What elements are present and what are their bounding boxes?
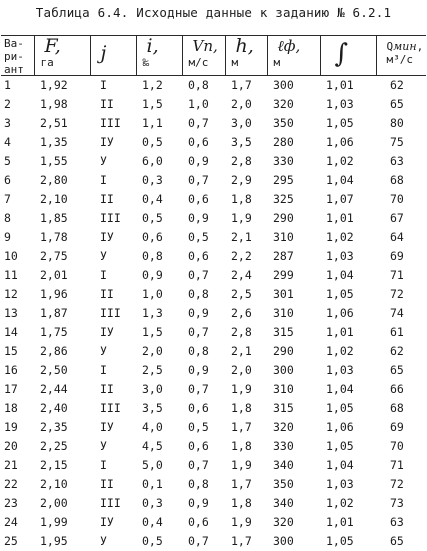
cell-length: 320 xyxy=(267,418,320,437)
table-row xyxy=(1,247,426,266)
header-velocity-unit: м/с xyxy=(183,56,225,69)
cell-j: II xyxy=(90,95,136,114)
table-row xyxy=(1,494,426,513)
header-variant-line: ант xyxy=(1,62,34,75)
cell-slope: 3,5 xyxy=(136,399,182,418)
cell-q-min: 62 xyxy=(376,342,426,361)
cell-q-min: 65 xyxy=(376,532,426,551)
header-height-unit: м xyxy=(226,56,267,69)
cell-integral: 1,05 xyxy=(320,532,376,551)
cell-q-min: 61 xyxy=(376,323,426,342)
cell-integral: 1,05 xyxy=(320,114,376,133)
cell-q-min: 71 xyxy=(376,456,426,475)
cell-height: 1,9 xyxy=(225,209,267,228)
cell-q-min: 63 xyxy=(376,152,426,171)
cell-height: 1,9 xyxy=(225,513,267,532)
cell-variant: 21 xyxy=(1,456,34,475)
table-row xyxy=(1,437,426,456)
cell-integral: 1,04 xyxy=(320,380,376,399)
cell-height: 3,5 xyxy=(225,133,267,152)
cell-q-min: 62 xyxy=(376,76,426,96)
cell-height: 1,7 xyxy=(225,532,267,551)
table-row xyxy=(1,399,426,418)
cell-velocity: 0,6 xyxy=(182,190,225,209)
cell-integral: 1,06 xyxy=(320,418,376,437)
cell-velocity: 0,7 xyxy=(182,266,225,285)
cell-velocity: 0,6 xyxy=(182,133,225,152)
cell-length: 290 xyxy=(267,342,320,361)
cell-variant: 8 xyxy=(1,209,34,228)
cell-integral: 1,03 xyxy=(320,95,376,114)
cell-q-min: 72 xyxy=(376,475,426,494)
cell-q-min: 68 xyxy=(376,171,426,190)
cell-variant: 11 xyxy=(1,266,34,285)
cell-q-min: 74 xyxy=(376,304,426,323)
cell-j: III xyxy=(90,494,136,513)
cell-q-min: 73 xyxy=(376,494,426,513)
cell-velocity: 0,7 xyxy=(182,532,225,551)
cell-velocity: 0,8 xyxy=(182,76,225,96)
cell-q-min: 69 xyxy=(376,247,426,266)
table-header-row xyxy=(1,36,426,76)
cell-q-min: 64 xyxy=(376,228,426,247)
cell-length: 330 xyxy=(267,437,320,456)
cell-velocity: 0,6 xyxy=(182,399,225,418)
cell-slope: 0,9 xyxy=(136,266,182,285)
cell-area: 1,98 xyxy=(34,95,90,114)
cell-slope: 0,6 xyxy=(136,228,182,247)
cell-area: 1,92 xyxy=(34,76,90,96)
cell-j: I xyxy=(90,456,136,475)
cell-length: 310 xyxy=(267,228,320,247)
cell-variant: 1 xyxy=(1,76,34,96)
cell-j: I xyxy=(90,76,136,96)
cell-height: 2,0 xyxy=(225,95,267,114)
cell-slope: 1,2 xyxy=(136,76,182,96)
header-q-subscript: мин xyxy=(393,40,416,53)
cell-velocity: 0,7 xyxy=(182,456,225,475)
cell-length: 310 xyxy=(267,380,320,399)
cell-area: 2,40 xyxy=(34,399,90,418)
cell-velocity: 0,7 xyxy=(182,323,225,342)
table-row xyxy=(1,418,426,437)
header-area-unit: га xyxy=(35,56,90,69)
cell-j: II xyxy=(90,190,136,209)
cell-height: 2,1 xyxy=(225,228,267,247)
header-j-symbol: j xyxy=(91,36,136,63)
cell-velocity: 0,7 xyxy=(182,114,225,133)
header-q-unit: м³/с xyxy=(377,53,427,66)
cell-integral: 1,01 xyxy=(320,323,376,342)
cell-variant: 20 xyxy=(1,437,34,456)
cell-length: 300 xyxy=(267,532,320,551)
header-length xyxy=(267,36,320,76)
cell-q-min: 75 xyxy=(376,133,426,152)
header-q-symbol: Q xyxy=(387,40,394,53)
cell-slope: 0,5 xyxy=(136,133,182,152)
header-height xyxy=(225,36,267,76)
cell-j: III xyxy=(90,209,136,228)
cell-variant: 6 xyxy=(1,171,34,190)
cell-q-min: 71 xyxy=(376,266,426,285)
cell-integral: 1,01 xyxy=(320,209,376,228)
cell-area: 2,10 xyxy=(34,475,90,494)
cell-j: IУ xyxy=(90,323,136,342)
cell-integral: 1,01 xyxy=(320,513,376,532)
cell-variant: 17 xyxy=(1,380,34,399)
cell-length: 290 xyxy=(267,209,320,228)
cell-integral: 1,07 xyxy=(320,190,376,209)
cell-integral: 1,06 xyxy=(320,304,376,323)
cell-height: 2,4 xyxy=(225,266,267,285)
cell-variant: 12 xyxy=(1,285,34,304)
cell-length: 299 xyxy=(267,266,320,285)
integral-symbol: ∫ xyxy=(321,36,376,68)
cell-area: 2,86 xyxy=(34,342,90,361)
cell-variant: 9 xyxy=(1,228,34,247)
cell-length: 350 xyxy=(267,114,320,133)
cell-slope: 0,5 xyxy=(136,209,182,228)
cell-slope: 1,0 xyxy=(136,285,182,304)
cell-length: 340 xyxy=(267,494,320,513)
cell-slope: 2,0 xyxy=(136,342,182,361)
cell-length: 295 xyxy=(267,171,320,190)
cell-q-min: 80 xyxy=(376,114,426,133)
table-row xyxy=(1,114,426,133)
cell-area: 2,51 xyxy=(34,114,90,133)
header-velocity xyxy=(182,36,225,76)
cell-j: IУ xyxy=(90,513,136,532)
cell-velocity: 0,6 xyxy=(182,513,225,532)
cell-height: 1,9 xyxy=(225,380,267,399)
cell-variant: 25 xyxy=(1,532,34,551)
cell-q-min: 65 xyxy=(376,361,426,380)
cell-velocity: 1,0 xyxy=(182,95,225,114)
cell-integral: 1,02 xyxy=(320,494,376,513)
cell-velocity: 0,5 xyxy=(182,418,225,437)
cell-j: У xyxy=(90,437,136,456)
header-length-symbol: ℓф, xyxy=(268,36,320,56)
cell-area: 1,35 xyxy=(34,133,90,152)
cell-j: III xyxy=(90,114,136,133)
cell-j: У xyxy=(90,247,136,266)
cell-slope: 0,8 xyxy=(136,247,182,266)
cell-area: 2,75 xyxy=(34,247,90,266)
cell-height: 1,8 xyxy=(225,399,267,418)
cell-q-min: 67 xyxy=(376,209,426,228)
cell-velocity: 0,9 xyxy=(182,209,225,228)
cell-length: 300 xyxy=(267,361,320,380)
cell-q-min: 68 xyxy=(376,399,426,418)
cell-height: 1,8 xyxy=(225,190,267,209)
cell-velocity: 0,8 xyxy=(182,475,225,494)
cell-area: 2,44 xyxy=(34,380,90,399)
cell-variant: 15 xyxy=(1,342,34,361)
cell-j: У xyxy=(90,342,136,361)
cell-variant: 13 xyxy=(1,304,34,323)
header-q-label xyxy=(377,36,427,53)
cell-integral: 1,04 xyxy=(320,266,376,285)
header-height-symbol: h, xyxy=(226,36,267,56)
cell-area: 2,15 xyxy=(34,456,90,475)
cell-area: 1,55 xyxy=(34,152,90,171)
cell-integral: 1,06 xyxy=(320,133,376,152)
header-slope-unit: ‰ xyxy=(137,56,182,69)
cell-slope: 0,4 xyxy=(136,190,182,209)
cell-variant: 4 xyxy=(1,133,34,152)
cell-length: 287 xyxy=(267,247,320,266)
cell-length: 330 xyxy=(267,152,320,171)
cell-height: 2,5 xyxy=(225,285,267,304)
cell-integral: 1,03 xyxy=(320,361,376,380)
cell-velocity: 0,9 xyxy=(182,152,225,171)
cell-variant: 23 xyxy=(1,494,34,513)
cell-length: 325 xyxy=(267,190,320,209)
cell-height: 1,8 xyxy=(225,437,267,456)
cell-area: 1,95 xyxy=(34,532,90,551)
table-row xyxy=(1,380,426,399)
cell-q-min: 70 xyxy=(376,437,426,456)
cell-variant: 2 xyxy=(1,95,34,114)
cell-slope: 1,5 xyxy=(136,323,182,342)
cell-height: 2,6 xyxy=(225,304,267,323)
cell-slope: 0,5 xyxy=(136,532,182,551)
table-row xyxy=(1,342,426,361)
table-row xyxy=(1,361,426,380)
header-variant-line: Ва- xyxy=(1,36,34,49)
table-row xyxy=(1,285,426,304)
cell-slope: 1,1 xyxy=(136,114,182,133)
table-row xyxy=(1,475,426,494)
cell-q-min: 72 xyxy=(376,285,426,304)
table-row xyxy=(1,304,426,323)
cell-slope: 1,3 xyxy=(136,304,182,323)
cell-area: 1,78 xyxy=(34,228,90,247)
cell-velocity: 0,6 xyxy=(182,437,225,456)
cell-velocity: 0,7 xyxy=(182,380,225,399)
cell-area: 2,80 xyxy=(34,171,90,190)
cell-integral: 1,04 xyxy=(320,171,376,190)
header-q-suffix: , xyxy=(417,40,424,53)
header-slope xyxy=(136,36,182,76)
cell-j: III xyxy=(90,399,136,418)
cell-velocity: 0,9 xyxy=(182,304,225,323)
cell-variant: 16 xyxy=(1,361,34,380)
cell-integral: 1,02 xyxy=(320,342,376,361)
cell-variant: 24 xyxy=(1,513,34,532)
cell-height: 2,2 xyxy=(225,247,267,266)
cell-height: 2,8 xyxy=(225,323,267,342)
cell-length: 301 xyxy=(267,285,320,304)
cell-area: 1,96 xyxy=(34,285,90,304)
cell-variant: 3 xyxy=(1,114,34,133)
cell-area: 1,87 xyxy=(34,304,90,323)
cell-slope: 0,1 xyxy=(136,475,182,494)
cell-velocity: 0,9 xyxy=(182,494,225,513)
cell-area: 2,25 xyxy=(34,437,90,456)
cell-slope: 3,0 xyxy=(136,380,182,399)
table-row xyxy=(1,152,426,171)
table-body xyxy=(1,76,426,551)
cell-q-min: 65 xyxy=(376,95,426,114)
table-row xyxy=(1,133,426,152)
cell-integral: 1,02 xyxy=(320,152,376,171)
cell-q-min: 69 xyxy=(376,418,426,437)
header-velocity-symbol: Vп, xyxy=(183,36,225,56)
table-row xyxy=(1,266,426,285)
header-variant xyxy=(1,36,34,76)
cell-height: 2,1 xyxy=(225,342,267,361)
cell-slope: 6,0 xyxy=(136,152,182,171)
cell-j: I xyxy=(90,266,136,285)
cell-variant: 7 xyxy=(1,190,34,209)
cell-j: IУ xyxy=(90,133,136,152)
cell-velocity: 0,5 xyxy=(182,228,225,247)
source-data-table xyxy=(1,35,426,551)
cell-integral: 1,05 xyxy=(320,399,376,418)
cell-height: 3,0 xyxy=(225,114,267,133)
cell-variant: 19 xyxy=(1,418,34,437)
cell-height: 2,9 xyxy=(225,171,267,190)
table-row xyxy=(1,228,426,247)
cell-velocity: 0,6 xyxy=(182,247,225,266)
table-row xyxy=(1,76,426,96)
cell-length: 350 xyxy=(267,475,320,494)
cell-integral: 1,03 xyxy=(320,475,376,494)
cell-velocity: 0,9 xyxy=(182,361,225,380)
cell-variant: 5 xyxy=(1,152,34,171)
cell-slope: 5,0 xyxy=(136,456,182,475)
table-row xyxy=(1,190,426,209)
table-row xyxy=(1,532,426,551)
cell-length: 300 xyxy=(267,76,320,96)
cell-integral: 1,01 xyxy=(320,76,376,96)
cell-length: 280 xyxy=(267,133,320,152)
cell-height: 2,8 xyxy=(225,152,267,171)
cell-area: 1,85 xyxy=(34,209,90,228)
cell-j: II xyxy=(90,380,136,399)
cell-height: 1,7 xyxy=(225,76,267,96)
cell-slope: 2,5 xyxy=(136,361,182,380)
cell-slope: 0,4 xyxy=(136,513,182,532)
cell-j: У xyxy=(90,152,136,171)
cell-slope: 4,0 xyxy=(136,418,182,437)
cell-q-min: 70 xyxy=(376,190,426,209)
cell-height: 1,7 xyxy=(225,475,267,494)
cell-height: 1,7 xyxy=(225,418,267,437)
cell-height: 1,9 xyxy=(225,456,267,475)
cell-area: 2,01 xyxy=(34,266,90,285)
cell-j: II xyxy=(90,475,136,494)
cell-area: 2,35 xyxy=(34,418,90,437)
header-j xyxy=(90,36,136,76)
cell-length: 310 xyxy=(267,304,320,323)
cell-area: 2,10 xyxy=(34,190,90,209)
cell-q-min: 63 xyxy=(376,513,426,532)
cell-j: II xyxy=(90,285,136,304)
cell-length: 315 xyxy=(267,323,320,342)
cell-slope: 0,3 xyxy=(136,494,182,513)
cell-height: 1,8 xyxy=(225,494,267,513)
cell-q-min: 66 xyxy=(376,380,426,399)
cell-length: 320 xyxy=(267,513,320,532)
cell-velocity: 0,8 xyxy=(182,285,225,304)
cell-j: I xyxy=(90,171,136,190)
cell-j: У xyxy=(90,532,136,551)
header-integral xyxy=(320,36,376,76)
cell-length: 340 xyxy=(267,456,320,475)
table-row xyxy=(1,323,426,342)
table-row xyxy=(1,171,426,190)
cell-variant: 22 xyxy=(1,475,34,494)
header-q-min xyxy=(376,36,426,76)
cell-variant: 10 xyxy=(1,247,34,266)
cell-velocity: 0,7 xyxy=(182,171,225,190)
cell-integral: 1,03 xyxy=(320,247,376,266)
cell-velocity: 0,8 xyxy=(182,342,225,361)
cell-area: 1,99 xyxy=(34,513,90,532)
cell-slope: 4,5 xyxy=(136,437,182,456)
header-length-unit: м xyxy=(268,56,320,69)
cell-integral: 1,02 xyxy=(320,228,376,247)
cell-j: IУ xyxy=(90,418,136,437)
cell-area: 2,50 xyxy=(34,361,90,380)
cell-length: 315 xyxy=(267,399,320,418)
header-area xyxy=(34,36,90,76)
header-variant-line: ри- xyxy=(1,49,34,62)
table-row xyxy=(1,209,426,228)
cell-length: 320 xyxy=(267,95,320,114)
cell-slope: 1,5 xyxy=(136,95,182,114)
table-row xyxy=(1,456,426,475)
cell-j: III xyxy=(90,304,136,323)
cell-integral: 1,05 xyxy=(320,285,376,304)
cell-variant: 18 xyxy=(1,399,34,418)
cell-slope: 0,3 xyxy=(136,171,182,190)
cell-area: 2,00 xyxy=(34,494,90,513)
cell-integral: 1,04 xyxy=(320,456,376,475)
cell-j: I xyxy=(90,361,136,380)
cell-j: IУ xyxy=(90,228,136,247)
header-area-symbol: F, xyxy=(35,36,90,56)
cell-integral: 1,05 xyxy=(320,437,376,456)
header-slope-symbol: i, xyxy=(137,36,182,56)
table-title: Таблица 6.4. Исходные данные к заданию № 6.2.1 xyxy=(0,5,427,20)
cell-height: 2,0 xyxy=(225,361,267,380)
table-row xyxy=(1,95,426,114)
cell-area: 1,75 xyxy=(34,323,90,342)
cell-variant: 14 xyxy=(1,323,34,342)
